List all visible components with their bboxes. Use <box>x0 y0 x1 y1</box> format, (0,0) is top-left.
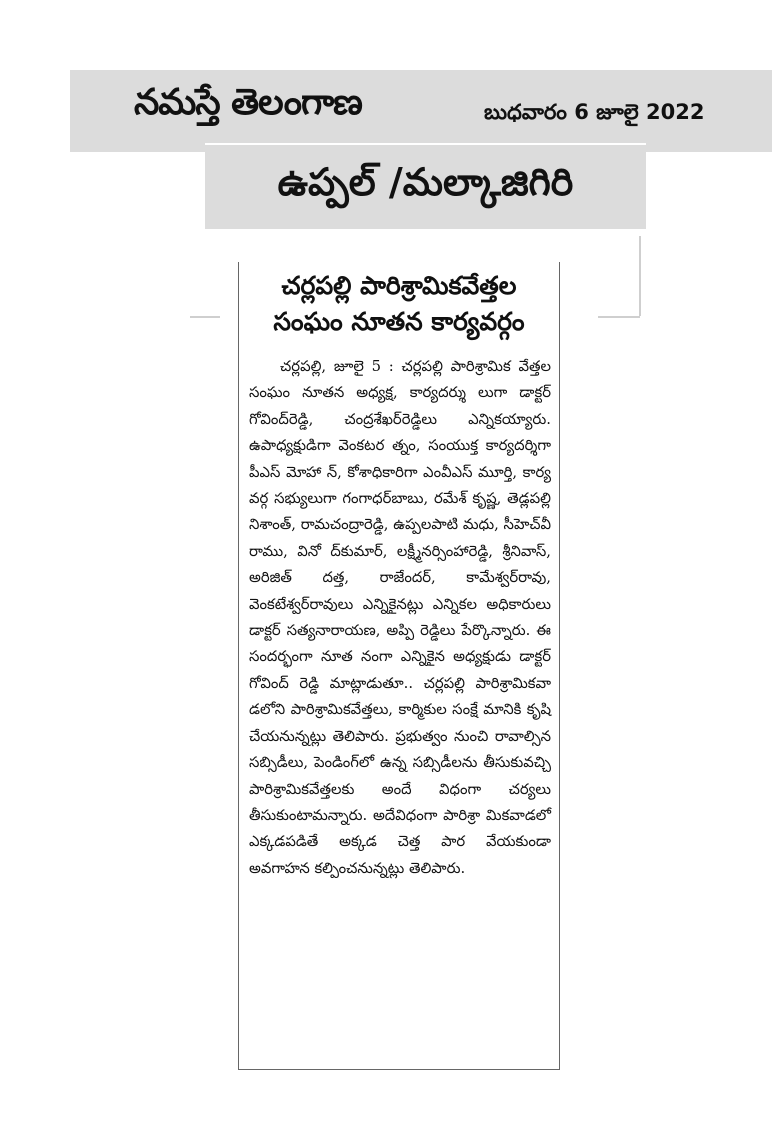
section-banner <box>205 143 646 229</box>
publication-date: బుధవారం 6 జూలై 2022 <box>484 100 705 124</box>
news-article <box>238 262 560 1070</box>
frame-line <box>190 316 220 318</box>
frame-line <box>639 236 641 316</box>
masthead <box>70 70 772 152</box>
frame-line <box>598 316 640 318</box>
article-body-text: చర్లపల్లి పారిశ్రామిక వేత్తల సంఘం నూతన అధ్యక్ష, కార్యదర్శు లుగా డాక్టర్ గోవింద్‌రెడ్డి, చంద్రశేఖర్‌రెడ్డిలు ఎన్నికయ్యారు. ఉపాధ్యక్షుడిగా వెంకటర త్నం, సంయుక్త కార్యదర్శిగా పీఎస్ మోహా న్, కోశాధికారిగా ఎంవీఎస్ మూర్తి, కార్య వర్గ సభ్యులుగా గంగాధర్‌బాబు, రమేశ్ కృష్ణ, తెడ్లపల్లి నిశాంత్, రామచంద్రారెడ్డి, ఉప్పలపాటి మధు, సీహెచ్‌వీ రాము, వినో ద్‌కుమార్, లక్ష్మీనర్సింహారెడ్డి, శ్రీనివాస్, అరిజిత్ దత్త, రాజేందర్, కామేశ్వర్‌రావు, వెంకటేశ్వర్‌రావులు ఎన్నికైనట్లు ఎన్నికల అధికారులు డాక్టర్ సత్యనారాయణ, అప్పి రెడ్డిలు పేర్కొన్నారు. ఈ సందర్భంగా నూత నంగా ఎన్నికైన అధ్యక్షుడు డాక్టర్ గోవింద్ రెడ్డి మాట్లాడుతూ.. చర్లపల్లి పారిశ్రామికవా డలోని పారిశ్రామికవేత్తలు, కార్మికుల సంక్షే మానికి కృషి చేయనున్నట్లు తెలిపారు. ప్రభుత్వం నుంచి రావాల్సిన సబ్సిడీలు, పెండింగ్‌లో ఉన్న సబ్సిడీలను తీసుకువచ్చి పారిశ్రామికవేత్తలకు అందే విధంగా చర్యలు తీసుకుంటామన్నారు. అదేవిధంగా పారిశ్రా మికవాడలో ఎక్కడపడితే అక్కడ చెత్త పార వేయకుండా అవగాహన కల్పించనున్నట్లు తెలిపారు. <box>249 358 551 877</box>
article-headline <box>239 262 559 340</box>
section-title: ఉప్పల్ /మల్కాజిగిరి <box>277 160 574 204</box>
article-dateline: చర్లపల్లి, జూలై 5 : <box>280 358 394 375</box>
headline-line: చర్లపల్లి పారిశ్రామికవేత్తల <box>281 271 517 300</box>
newspaper-name: నమస్తే తెలంగాణ <box>134 82 362 123</box>
article-body <box>249 354 551 882</box>
headline-line: సంఘం నూతన కార్యవర్గం <box>273 307 525 336</box>
